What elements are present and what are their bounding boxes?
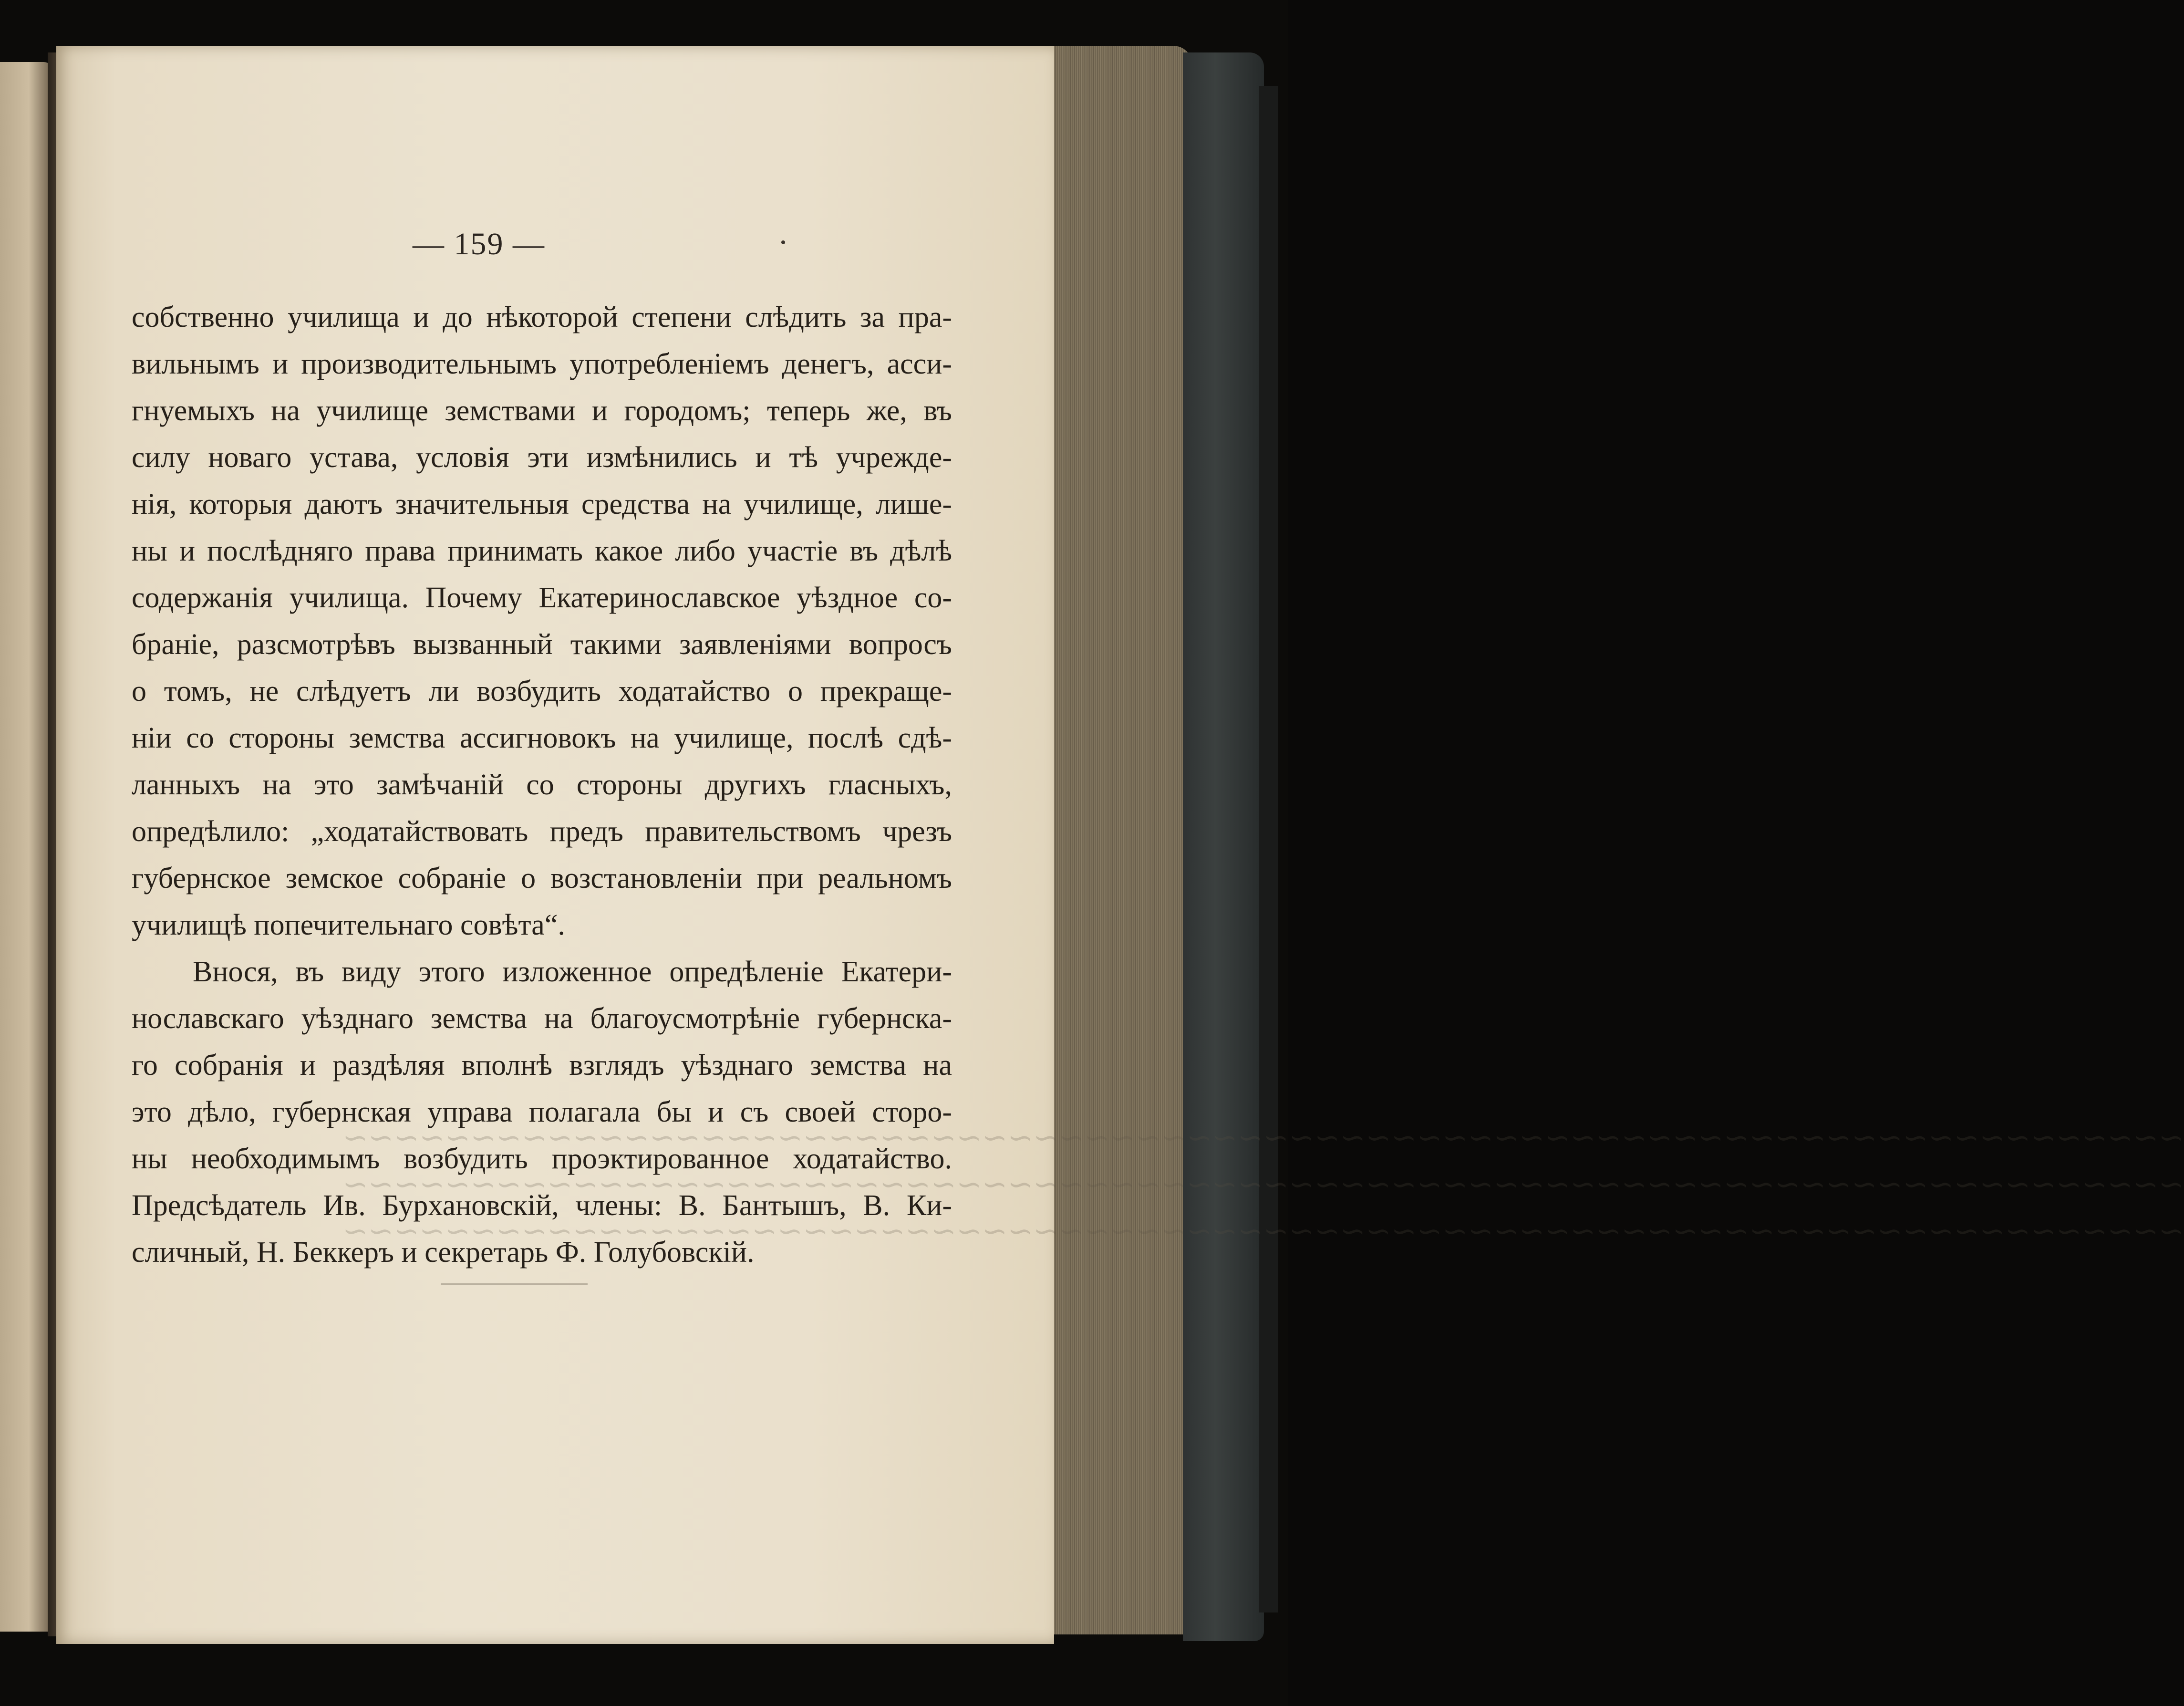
left-page-edge	[0, 62, 52, 1632]
text-line: браніе, разсмотрѣвъ вызванный такими заявленіями вопросъ	[132, 628, 952, 661]
text-line: ніи со стороны земства ассигновокъ на училище, послѣ сдѣ-	[132, 722, 952, 754]
text-line: губернское земское собраніе о возстановленіи при реальномъ	[132, 862, 952, 895]
text-line: Предсѣдатель Ив. Бурхановскій, члены: В. Бантышъ, В. Ки-	[132, 1189, 952, 1222]
cover-edge	[1259, 86, 1278, 1612]
text-line: сличный, Н. Беккеръ и секретарь Ф. Голубовскій.	[132, 1236, 755, 1269]
page	[56, 46, 2184, 1644]
text-line: гнуемыхъ на училище земствами и городомъ; теперь же, въ	[132, 395, 952, 427]
text-line: силу новаго устава, условія эти измѣнились и тѣ учрежде-	[132, 441, 952, 474]
bleed-through-rule	[441, 1283, 588, 1285]
bleed-through-texture: ~~~~~~~~~~~~~~~~~~~~~~~~~~~~~~~~~~~~~~~~~~~~~~~~~~~~~~~~~~~~~~~~~~~~~~~~ ~~~~~~~~~~~~~~~~~~~~~~~~~~~~~~~~~~~~~~~~~~~~~~~~~~~~~~~~~~~~~~~~~~~~~~~~ ~~~~~~~~~~~~~~~~~~~~~~~~~~~~~~~~~~~~~~~~~~~~~~~~~~~~~~~~~~~~~~~~~~~~~~~~	[342, 1120, 2184, 1249]
text-line: Внося, въ виду этого изложенное опредѣленіе Екатери-	[193, 956, 952, 988]
book-cover	[1183, 52, 1264, 1641]
page-stack-edges	[1047, 46, 1192, 1634]
text-line: о томъ, не слѣдуетъ ли возбудить ходатайство о прекраще-	[132, 675, 952, 707]
page-number: — 159 —	[413, 227, 545, 261]
text-line: ны необходимымъ возбудить проэктированное ходатайство.	[132, 1143, 952, 1175]
text-line: нія, которыя даютъ значительныя средства на училище, лише-	[132, 488, 952, 520]
text-line: опредѣлило: „ходатайствовать предъ правительствомъ чрезъ	[132, 815, 952, 848]
text-line: ны и послѣдняго права принимать какое либо участіе въ дѣлѣ	[132, 535, 952, 567]
text-line: ланныхъ на это замѣчаній со стороны другихъ гласныхъ,	[132, 769, 952, 801]
text-line: содержанія училища. Почему Екатеринославское уѣздное со-	[132, 582, 952, 614]
text-line: го собранія и раздѣляя вполнѣ взглядъ уѣзднаго земства на	[132, 1049, 952, 1082]
body-text	[132, 294, 952, 1276]
text-line: это дѣло, губернская управа полагала бы и съ своей сторо-	[132, 1096, 952, 1128]
text-line: вильнымъ и производительнымъ употребленіемъ денегъ, асси-	[132, 348, 952, 380]
ink-dot	[781, 240, 785, 244]
text-line: собственно училища и до нѣкоторой степени слѣдить за пра-	[132, 301, 952, 333]
text-line: училищѣ попечительнаго совѣта“.	[132, 909, 565, 941]
text-line: нославскаго уѣзднаго земства на благоусмотрѣніе губернска-	[132, 1002, 952, 1035]
